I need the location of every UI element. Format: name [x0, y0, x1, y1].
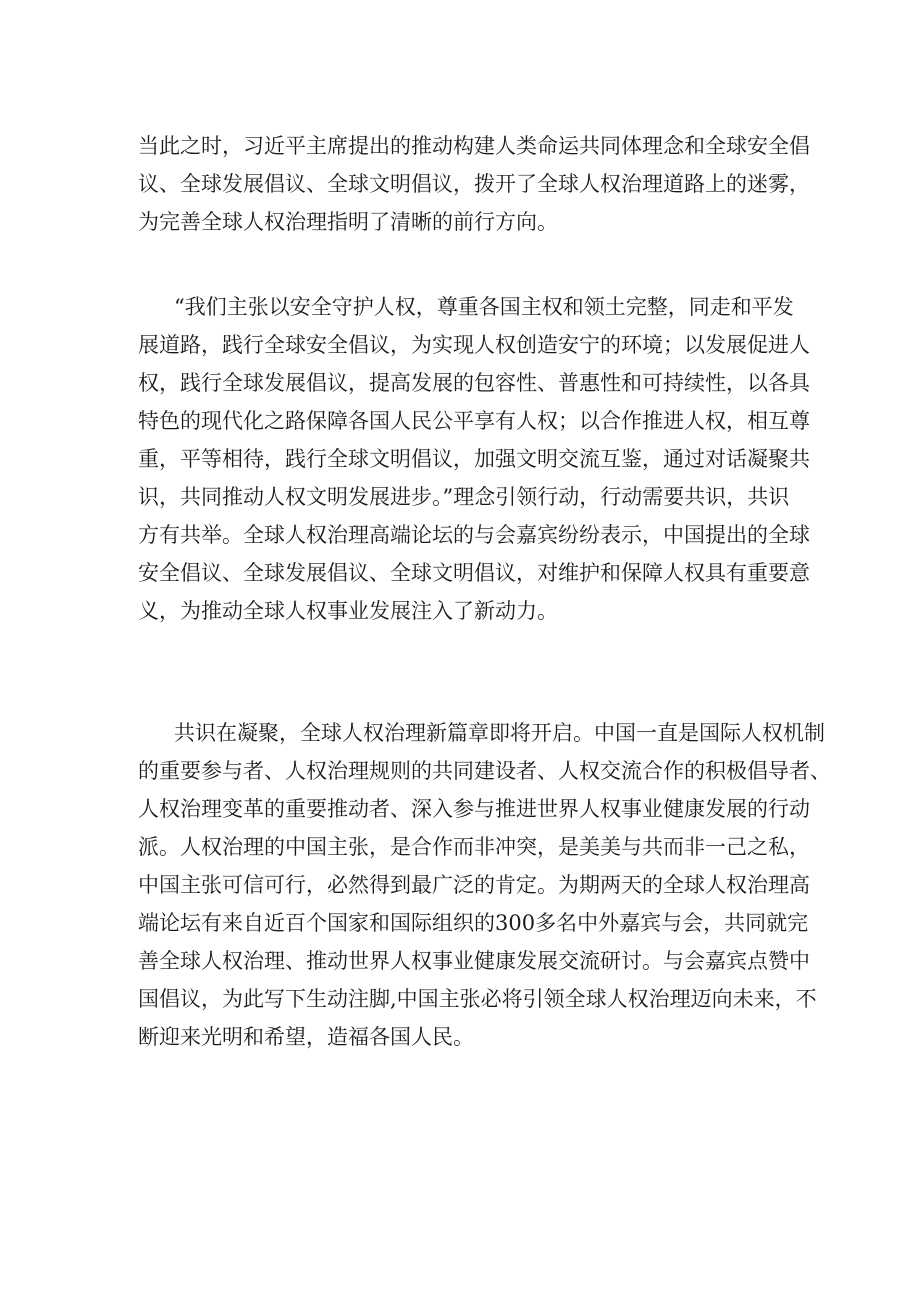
paragraph-line: 议、全球发展倡议、全球文明倡议，拨开了全球人权治理道路上的迷雾， [138, 172, 810, 196]
paragraph-line: 为完善全球人权治理指明了清晰的前行方向。 [138, 210, 558, 234]
paragraph-line: 当此之时，习近平主席提出的推动构建人类命运共同体理念和全球安全倡 [138, 134, 810, 158]
paragraph-line: 断迎来光明和希望，造福各国人民。 [138, 1025, 474, 1049]
paragraph-line: 义，为推动全球人权事业发展注入了新动力。 [138, 599, 558, 623]
paragraph-line: 端论坛有来自近百个国家和国际组织的300多名中外嘉宾与会，共同就完 [138, 911, 809, 935]
paragraph-line: 共识在凝聚，全球人权治理新篇章即将开启。中国一直是国际人权机制 [174, 721, 825, 745]
paragraph-line: 安全倡议、全球发展倡议、全球文明倡议，对维护和保障人权具有重要意 [138, 561, 810, 585]
paragraph-line: 善全球人权治理、推动世界人权事业健康发展交流研讨。与会嘉宾点赞中 [138, 949, 810, 973]
paragraph-line: 的重要参与者、人权治理规则的共同建设者、人权交流合作的积极倡导者、 [138, 759, 831, 783]
paragraph-3 [138, 714, 831, 1056]
paragraph-line: 权，践行全球发展倡议，提高发展的包容性、普惠性和可持续性，以各具 [138, 371, 810, 395]
paragraph-line: 展道路，践行全球安全倡议，为实现人权创造安宁的环境；以发展促进人 [138, 333, 810, 357]
paragraph-line: 识，共同推动人权文明发展进步。”理念引领行动，行动需要共识，共识 [138, 485, 790, 509]
paragraph-2 [138, 288, 810, 630]
paragraph-line: “我们主张以安全守护人权，尊重各国主权和领土完整，同走和平发 [174, 295, 794, 319]
paragraph-line: 派。人权治理的中国主张，是合作而非冲突，是美美与共而非一己之私， [138, 835, 810, 859]
paragraph-line: 方有共举。全球人权治理高端论坛的与会嘉宾纷纷表示，中国提出的全球 [138, 523, 810, 547]
paragraph-line: 重，平等相待，践行全球文明倡议，加强文明交流互鉴，通过对话凝聚共 [138, 447, 810, 471]
paragraph-1 [138, 127, 810, 241]
paragraph-line: 中国主张可信可行，必然得到最广泛的肯定。为期两天的全球人权治理高 [138, 873, 810, 897]
paragraph-line: 人权治理变革的重要推动者、深入参与推进世界人权事业健康发展的行动 [138, 797, 810, 821]
paragraph-line: 国倡议，为此写下生动注脚,中国主张必将引领全球人权治理迈向未来，不 [138, 987, 817, 1011]
paragraph-line: 特色的现代化之路保障各国人民公平享有人权；以合作推进人权，相互尊 [138, 409, 810, 433]
